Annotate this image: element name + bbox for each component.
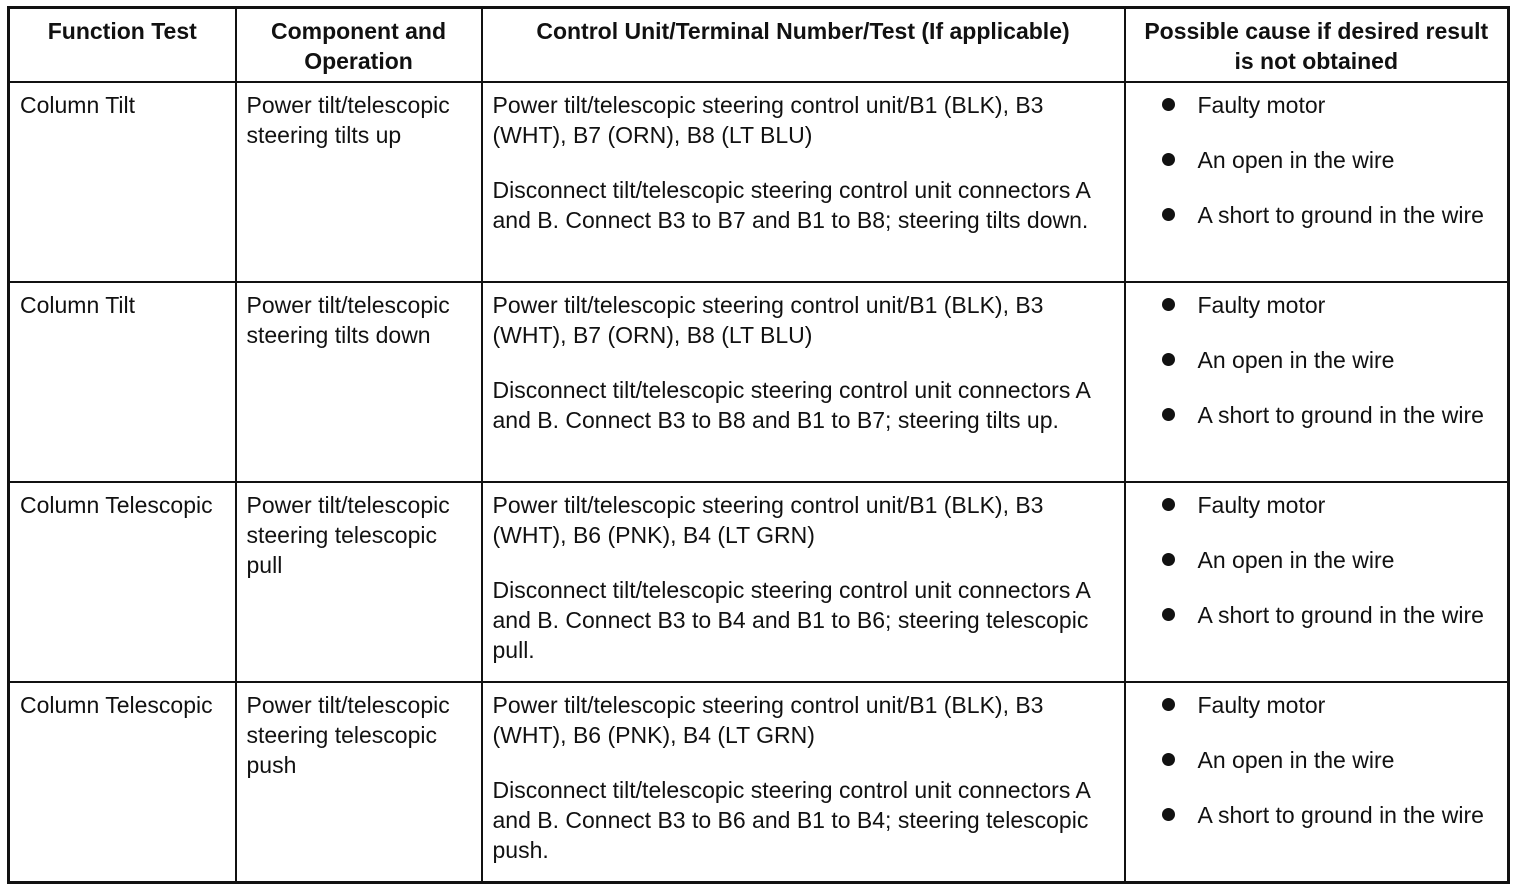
table-header: [9, 8, 1509, 82]
table-row: [9, 82, 1509, 282]
cause-text: A short to ground in the wire: [1197, 201, 1484, 228]
possible-cause-cell: [1125, 282, 1509, 482]
cause-text: A short to ground in the wire: [1197, 602, 1484, 628]
cause-list: [1136, 690, 1498, 830]
control-unit-terminals: Power tilt/telescopic steering control unit/B1 (BLK), B3 (WHT), B6 (PNK), B4 (LT GRN): [492, 692, 1044, 749]
cause-item: [1160, 345, 1498, 375]
header-row: [9, 8, 1509, 82]
cause-text: A short to ground in the wire: [1197, 401, 1484, 428]
cause-text: A short to ground in the wire: [1197, 802, 1484, 829]
bullet-icon: [1162, 353, 1175, 366]
component-operation-cell: Power tilt/telescopic steering telescopic pull: [236, 482, 482, 682]
cause-list: [1136, 490, 1498, 630]
function-test-cell: Column Telescopic: [9, 482, 236, 682]
cause-item: [1160, 800, 1498, 830]
possible-cause-cell: [1125, 82, 1509, 282]
bullet-icon: [1162, 753, 1175, 766]
bullet-icon: [1162, 408, 1175, 421]
table-row: [9, 682, 1509, 882]
function-test-table: [7, 6, 1510, 884]
control-unit-test-cell: [482, 82, 1125, 282]
cause-text: Faulty motor: [1197, 291, 1326, 318]
cause-item: [1160, 545, 1498, 575]
component-operation-cell: Power tilt/telescopic steering telescopic push: [236, 682, 482, 882]
bullet-icon: [1162, 608, 1175, 621]
control-unit-terminals: Power tilt/telescopic steering control unit/B1 (BLK), B3 (WHT), B7 (ORN), B8 (LT BLU): [492, 91, 1044, 148]
bullet-icon: [1162, 153, 1175, 166]
cause-item: [1160, 600, 1498, 630]
header-control-unit-test: Control Unit/Terminal Number/Test (If applicable): [482, 8, 1125, 82]
function-test-cell: Column Telescopic: [9, 682, 236, 882]
cause-list: [1136, 290, 1498, 430]
cause-item: [1160, 145, 1498, 175]
cause-text: Faulty motor: [1197, 91, 1326, 118]
cause-item: [1160, 490, 1498, 520]
table-row: [9, 482, 1509, 682]
bullet-icon: [1162, 553, 1175, 566]
cause-item: [1160, 400, 1498, 430]
cause-item: [1160, 200, 1498, 230]
cause-item: [1160, 90, 1498, 120]
test-procedure: Disconnect tilt/telescopic steering control unit connectors A and B. Connect B3 to B4 and B1 to B6; steering telescopic pull.: [492, 577, 1090, 663]
cause-text: An open in the wire: [1197, 747, 1395, 774]
bullet-icon: [1162, 698, 1175, 711]
function-test-cell: Column Tilt: [9, 82, 236, 282]
test-procedure: Disconnect tilt/telescopic steering control unit connectors A and B. Connect B3 to B8 and B1 to B7; steering tilts up.: [492, 376, 1090, 433]
cause-text: Faulty motor: [1197, 492, 1326, 518]
bullet-icon: [1162, 208, 1175, 221]
cause-text: An open in the wire: [1197, 346, 1395, 373]
cause-item: [1160, 745, 1498, 775]
cause-text: An open in the wire: [1197, 146, 1395, 173]
control-unit-test-cell: [482, 482, 1125, 682]
bullet-icon: [1162, 498, 1175, 511]
component-operation-cell: Power tilt/telescopic steering tilts down: [236, 282, 482, 482]
component-operation-cell: Power tilt/telescopic steering tilts up: [236, 82, 482, 282]
table-row: [9, 282, 1509, 482]
table-body: [9, 82, 1509, 883]
possible-cause-cell: [1125, 682, 1509, 882]
bullet-icon: [1162, 808, 1175, 821]
bullet-icon: [1162, 98, 1175, 111]
control-unit-test-cell: [482, 682, 1125, 882]
test-procedure: Disconnect tilt/telescopic steering control unit connectors A and B. Connect B3 to B7 and B1 to B8; steering tilts down.: [492, 176, 1090, 233]
control-unit-test-cell: [482, 282, 1125, 482]
cause-text: Faulty motor: [1197, 692, 1326, 719]
bullet-icon: [1162, 298, 1175, 311]
header-component-operation: Component and Operation: [236, 8, 482, 82]
control-unit-terminals: Power tilt/telescopic steering control unit/B1 (BLK), B3 (WHT), B7 (ORN), B8 (LT BLU): [492, 291, 1044, 348]
cause-text: An open in the wire: [1197, 547, 1395, 573]
control-unit-terminals: Power tilt/telescopic steering control unit/B1 (BLK), B3 (WHT), B6 (PNK), B4 (LT GRN): [492, 492, 1044, 548]
cause-list: [1136, 90, 1498, 230]
cause-item: [1160, 690, 1498, 720]
possible-cause-cell: [1125, 482, 1509, 682]
header-function-test: Function Test: [9, 8, 236, 82]
cause-item: [1160, 290, 1498, 320]
header-possible-cause: Possible cause if desired result is not obtained: [1125, 8, 1509, 82]
function-test-cell: Column Tilt: [9, 282, 236, 482]
test-procedure: Disconnect tilt/telescopic steering control unit connectors A and B. Connect B3 to B6 and B1 to B4; steering telescopic push.: [492, 777, 1090, 864]
